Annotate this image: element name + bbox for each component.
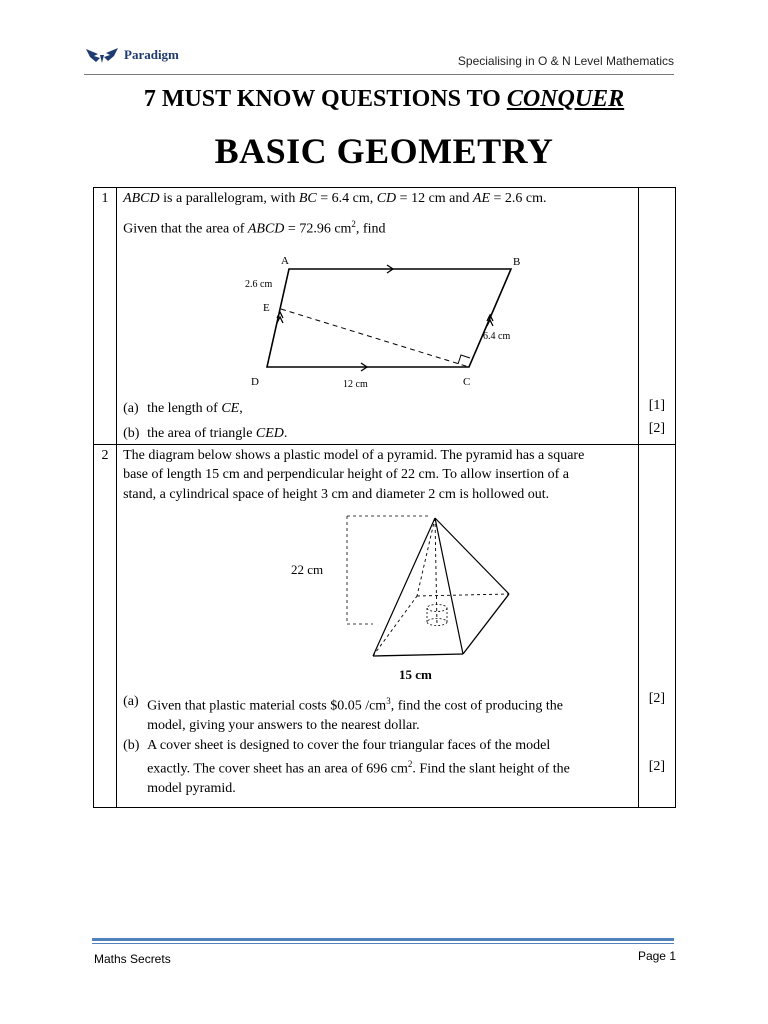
label-a: A <box>281 254 290 267</box>
title-prefix: 7 MUST KNOW QUESTIONS TO <box>143 86 507 112</box>
footer-rule-thin <box>92 943 674 944</box>
question-row-2 <box>94 444 676 807</box>
marks-cell-1 <box>638 188 675 445</box>
pyramid-figure <box>287 514 517 686</box>
label-c: C <box>463 375 471 388</box>
pyramid-base <box>373 594 509 656</box>
length-ae: 2.6 cm <box>245 278 273 290</box>
header-rule <box>84 74 674 75</box>
header-tagline: Specialising in O & N Level Mathematics <box>457 54 674 68</box>
dashed-ce <box>281 309 469 367</box>
parallelogram-figure <box>237 251 527 391</box>
brand-name: Paradigm <box>124 47 179 62</box>
footer-title: Maths Secrets <box>94 952 171 966</box>
page-header <box>84 44 674 74</box>
length-dc: 12 cm <box>343 378 368 390</box>
q2-stem-line1: The diagram below shows a plastic model of a pyramid. The pyramid has a square <box>123 447 585 463</box>
height-label: 22 cm <box>291 562 324 578</box>
q2-part-a: (a) Given that plastic material costs $0.05 $/cm^3$, find the cost of producing the model, giving your answers to the nearest dollar. <box>123 694 563 734</box>
q2-part-b: (b) A cover sheet is designed to cover the four triangular faces of the model exactly. The cover sheet has an area of 696 $cm^2$. Find the slant height of the model pyramid. <box>123 737 570 797</box>
parallelogram-outline <box>267 269 511 367</box>
q1-stem-line1: ABCD is a parallelogram, with BC = 6.4 cm, CD = 12 cm and AE = 2.6 cm. <box>123 191 547 206</box>
marks-q1b: [2] <box>648 420 666 436</box>
wings-icon <box>84 46 120 64</box>
q1-stem-line2: Given that the area of ABCD = 72.96 $cm^2$, find <box>123 218 386 237</box>
marks-cell-2 <box>638 444 675 807</box>
question-body-2 <box>117 444 639 807</box>
q2-stem-line2: base of length 15 cm and perpendicular height of 22 cm. To allow insertion of a <box>123 467 569 483</box>
title-emphasis: CONQUER <box>506 86 625 112</box>
footer-rule-thick <box>92 938 674 941</box>
question-row-1 <box>94 188 676 445</box>
page-subtitle: BASIC GEOMETRY <box>214 131 554 171</box>
base-label: 15 cm <box>399 667 432 683</box>
right-angle-marker <box>458 355 470 364</box>
label-d: D <box>251 375 260 388</box>
label-b: B <box>513 255 521 268</box>
length-bc: 6.4 cm <box>483 330 511 342</box>
marks-q2a: [2] <box>648 690 666 706</box>
question-body-1 <box>117 188 639 445</box>
q1-part-a: (a) the length of CE, <box>123 400 243 416</box>
label-e: E <box>263 301 270 314</box>
brand-logo <box>84 46 179 64</box>
marks-q1a: [1] <box>648 398 666 413</box>
page-title <box>0 86 768 113</box>
page-number: Page 1 <box>637 949 676 963</box>
question-table <box>93 187 676 808</box>
q2-stem-line3: stand, a cylindrical space of height 3 cm and diameter 2 cm is hollowed out. <box>123 486 550 502</box>
marks-q2b: [2] <box>648 759 666 775</box>
q1-part-b: (b) the area of triangle CED. <box>123 426 288 442</box>
question-number: 1 <box>94 188 117 445</box>
question-number: 2 <box>94 444 117 807</box>
double-arrow-ad <box>277 312 283 323</box>
